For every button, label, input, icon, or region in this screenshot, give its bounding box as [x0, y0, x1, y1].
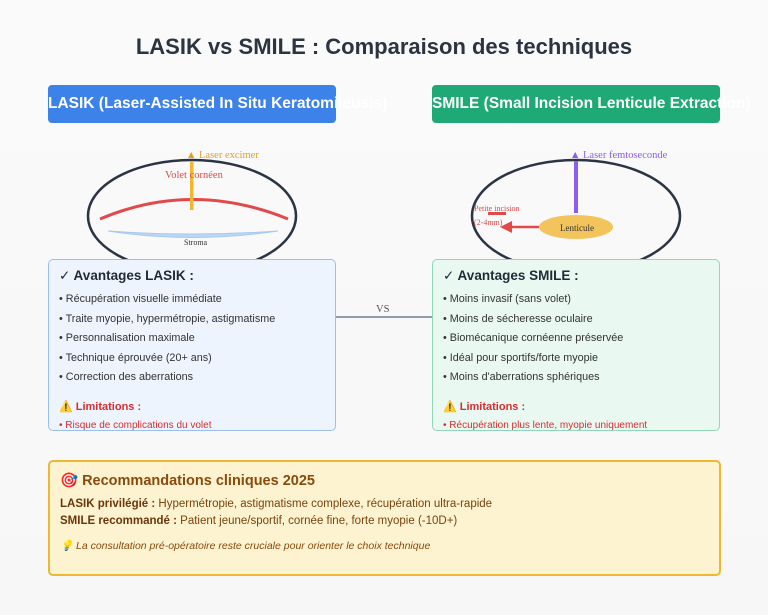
smile-recommendation-label: SMILE recommandé : — [60, 515, 177, 527]
list-item: • Moins de sécheresse oculaire — [443, 310, 709, 330]
list-item: • Moins d'aberrations sphériques — [443, 368, 709, 388]
lasik-advantages-title: ✓ Avantages LASIK : — [59, 268, 194, 283]
smile-limitations-title: ⚠️ Limitations : — [443, 400, 526, 413]
list-item: • Technique éprouvée (20+ ans) — [59, 349, 325, 369]
list-item: • Biomécanique cornéenne préservée — [443, 329, 709, 349]
vs-label: VS — [376, 304, 390, 315]
lasik-recommendation-text: Hypermétropie, astigmatisme complexe, récupération ultra-rapide — [155, 498, 493, 510]
lasik-header: LASIK (Laser-Assisted In Situ Keratomileusis) — [48, 85, 336, 123]
smile-incision-size: (2-4mm) — [474, 218, 503, 227]
lasik-stroma-label: Stroma — [184, 238, 208, 247]
smile-laser-label: ▲ Laser femtoseconde — [570, 150, 668, 161]
lasik-flap-label: Volet cornéen — [165, 170, 223, 181]
smile-advantages-panel — [432, 259, 720, 431]
list-item: • Traite myopie, hypermétropie, astigmatisme — [59, 310, 325, 330]
recommendations-title: 🎯 Recommandations cliniques 2025 — [60, 473, 315, 489]
smile-advantages-list — [443, 290, 709, 388]
smile-recommendation — [60, 515, 709, 527]
lasik-laser-label: ▲ Laser excimer — [186, 150, 259, 161]
lasik-advantages-panel — [48, 259, 336, 431]
smile-lenticule-label: Lenticule — [560, 223, 594, 233]
list-item: • Idéal pour sportifs/forte myopie — [443, 349, 709, 369]
lasik-advantages-list — [59, 290, 325, 388]
smile-recommendation-text: Patient jeune/sportif, cornée fine, forte myopie (-10D+) — [176, 515, 458, 527]
lasik-limitations-title: ⚠️ Limitations : — [59, 400, 142, 413]
list-item: • Correction des aberrations — [59, 368, 325, 388]
lasik-stroma-shape — [108, 231, 278, 238]
smile-laser-beam — [574, 161, 578, 213]
lasik-laser-beam — [190, 161, 194, 210]
lasik-recommendation-label: LASIK privilégié : — [60, 498, 156, 510]
list-item: • Récupération visuelle immédiate — [59, 290, 325, 310]
lasik-limitation-item: • Risque de complications du volet — [59, 420, 325, 431]
lasik-flap-curve — [100, 200, 288, 220]
recommendations-box — [48, 460, 721, 576]
recommendation-note: 💡 La consultation pré-opératoire reste cruciale pour orienter le choix technique — [60, 540, 431, 552]
list-item: • Personnalisation maximale — [59, 329, 325, 349]
lasik-recommendation — [60, 498, 709, 510]
smile-incision-label: Petite incision — [474, 204, 520, 213]
list-item: • Moins invasif (sans volet) — [443, 290, 709, 310]
smile-limitation-item: • Récupération plus lente, myopie uniquement — [443, 420, 709, 431]
smile-header: SMILE (Small Incision Lenticule Extraction) — [432, 85, 720, 123]
page-title: LASIK vs SMILE : Comparaison des techniques — [135, 34, 633, 59]
smile-advantages-title: ✓ Avantages SMILE : — [443, 268, 579, 283]
